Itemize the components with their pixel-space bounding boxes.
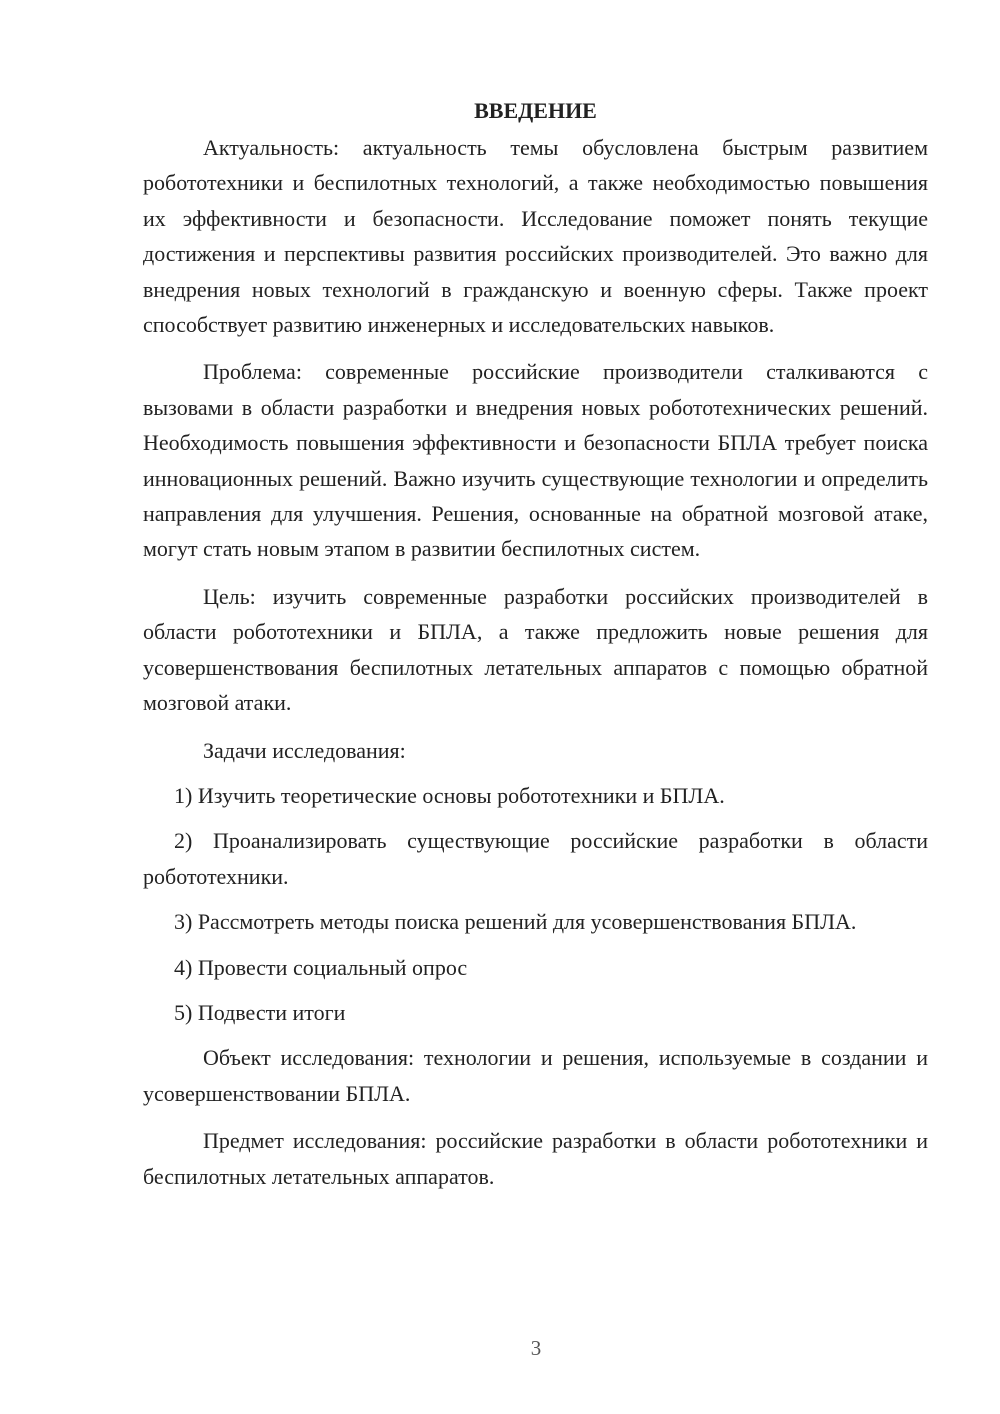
task-item: 1) Изучить теоретические основы робототехники и БПЛА.	[174, 782, 725, 808]
object-paragraph: Объект исследования: технологии и решения, используемые в создании и усовершенствовании БПЛА.	[143, 1045, 928, 1106]
task-item: 5) Подвести итоги	[174, 999, 346, 1025]
problem-paragraph: Проблема: современные российские производители сталкиваются с вызовами в области разработки и внедрения новых робототехнических решений. Необходимость повышения эффективности и безопасности БПЛА требует поиска инновационных решений. Важно изучить существующие технологии и определить направления для улучшения. Решения, основанные на обратной мозговой атаке, могут стать новым этапом в развитии беспилотных систем.	[143, 359, 928, 562]
task-item: 4) Провести социальный опрос	[174, 954, 468, 980]
goal-paragraph: Цель: изучить современные разработки российских производителей в области робототехники и БПЛА, а также предложить новые решения для усовершенствования беспилотных летательных аппаратов с помощью обратной мозговой атаки.	[143, 583, 928, 716]
relevance-paragraph: Актуальность: актуальность темы обусловлена быстрым развитием робототехники и беспилотных технологий, а также необходимостью повышения их эффективности и безопасности. Исследование поможет понять текущие достижения и перспективы развития российских производителей. Это важно для внедрения новых технологий в гражданскую и военную сферы. Также проект способствует развитию инженерных и исследовательских навыков.	[143, 135, 928, 338]
page-number: 3	[530, 1336, 542, 1360]
section-heading: ВВЕДЕНИЕ	[474, 98, 597, 123]
task-item: 3) Рассмотреть методы поиска решений для усовершенствования БПЛА.	[174, 909, 857, 935]
page-content	[143, 93, 928, 1194]
task-item: 2) Проанализировать существующие российские разработки в области робототехники.	[143, 828, 928, 889]
subject-paragraph: Предмет исследования: российские разработки в области робототехники и беспилотных летательных аппаратов.	[143, 1128, 928, 1189]
tasks-heading: Задачи исследования:	[203, 737, 406, 763]
